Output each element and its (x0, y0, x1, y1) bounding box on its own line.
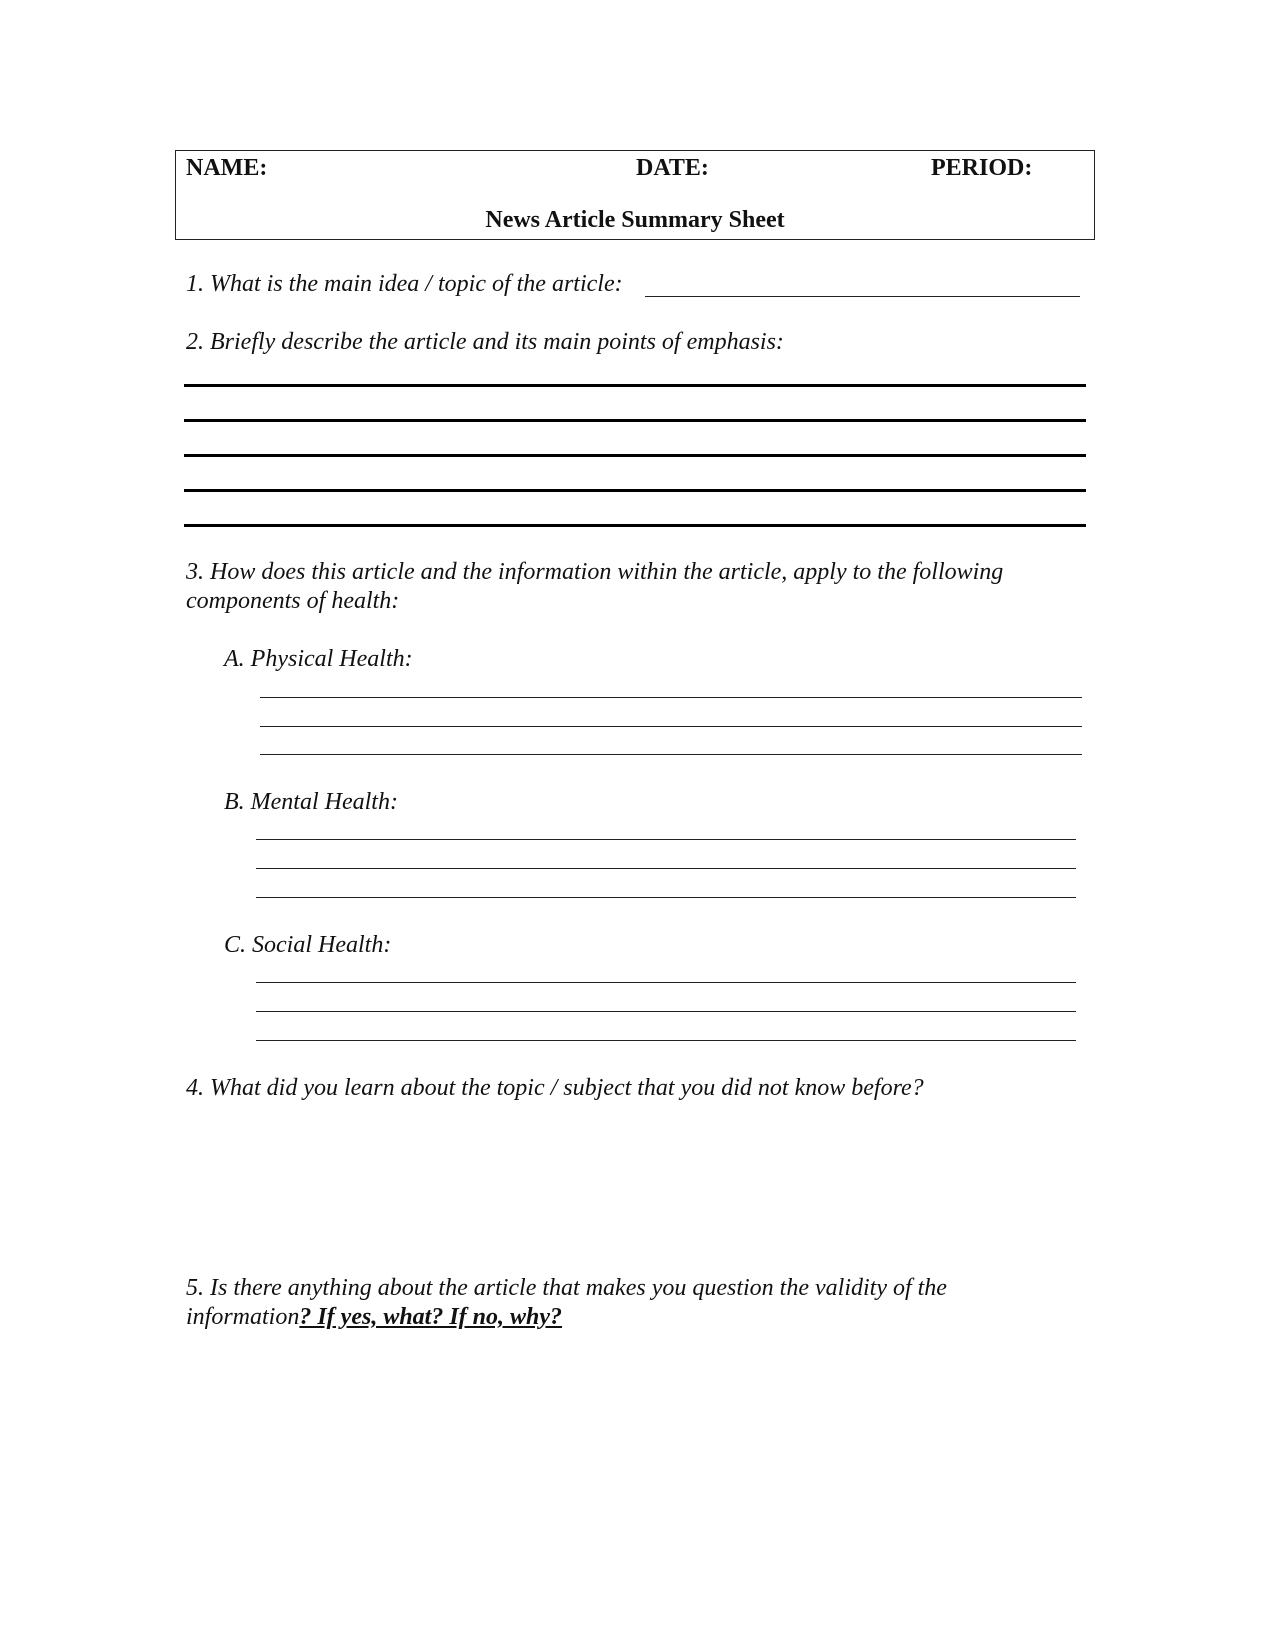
social-health-line-1[interactable] (256, 982, 1076, 983)
date-label: DATE: (636, 155, 709, 181)
mental-health-line-2[interactable] (256, 868, 1076, 869)
period-label: PERIOD: (931, 155, 1033, 181)
answer-line-q2-4[interactable] (184, 489, 1086, 492)
question-4: 4. What did you learn about the topic / subject that you did not know before? (186, 1075, 924, 1101)
header-box (175, 150, 1095, 240)
physical-health-line-1[interactable] (260, 697, 1082, 698)
answer-line-q1[interactable] (645, 296, 1080, 297)
question-1: 1. What is the main idea / topic of the article: (186, 271, 623, 297)
question-5-emphasis: ? If yes, what? If no, why? (299, 1304, 563, 1330)
question-3-line2: components of health: (186, 588, 400, 614)
mental-health-line-1[interactable] (256, 839, 1076, 840)
question-5-line1: 5. Is there anything about the article that makes you question the validity of the (186, 1275, 947, 1301)
answer-line-q2-5[interactable] (184, 524, 1086, 527)
physical-health-line-2[interactable] (260, 726, 1082, 727)
answer-line-q2-2[interactable] (184, 419, 1086, 422)
sheet-title: News Article Summary Sheet (485, 207, 785, 233)
physical-health-label: A. Physical Health: (224, 646, 413, 672)
name-label: NAME: (186, 155, 268, 181)
answer-line-q2-3[interactable] (184, 454, 1086, 457)
social-health-label: C. Social Health: (224, 932, 392, 958)
mental-health-label: B. Mental Health: (224, 789, 398, 815)
question-5-line2 (186, 1303, 562, 1332)
question-3-line1: 3. How does this article and the information within the article, apply to the following (186, 559, 1004, 585)
physical-health-line-3[interactable] (260, 754, 1082, 755)
question-2: 2. Briefly describe the article and its main points of emphasis: (186, 329, 784, 355)
question-5-line2-text: information (186, 1304, 300, 1330)
social-health-line-2[interactable] (256, 1011, 1076, 1012)
answer-line-q2-1[interactable] (184, 384, 1086, 387)
mental-health-line-3[interactable] (256, 897, 1076, 898)
social-health-line-3[interactable] (256, 1040, 1076, 1041)
